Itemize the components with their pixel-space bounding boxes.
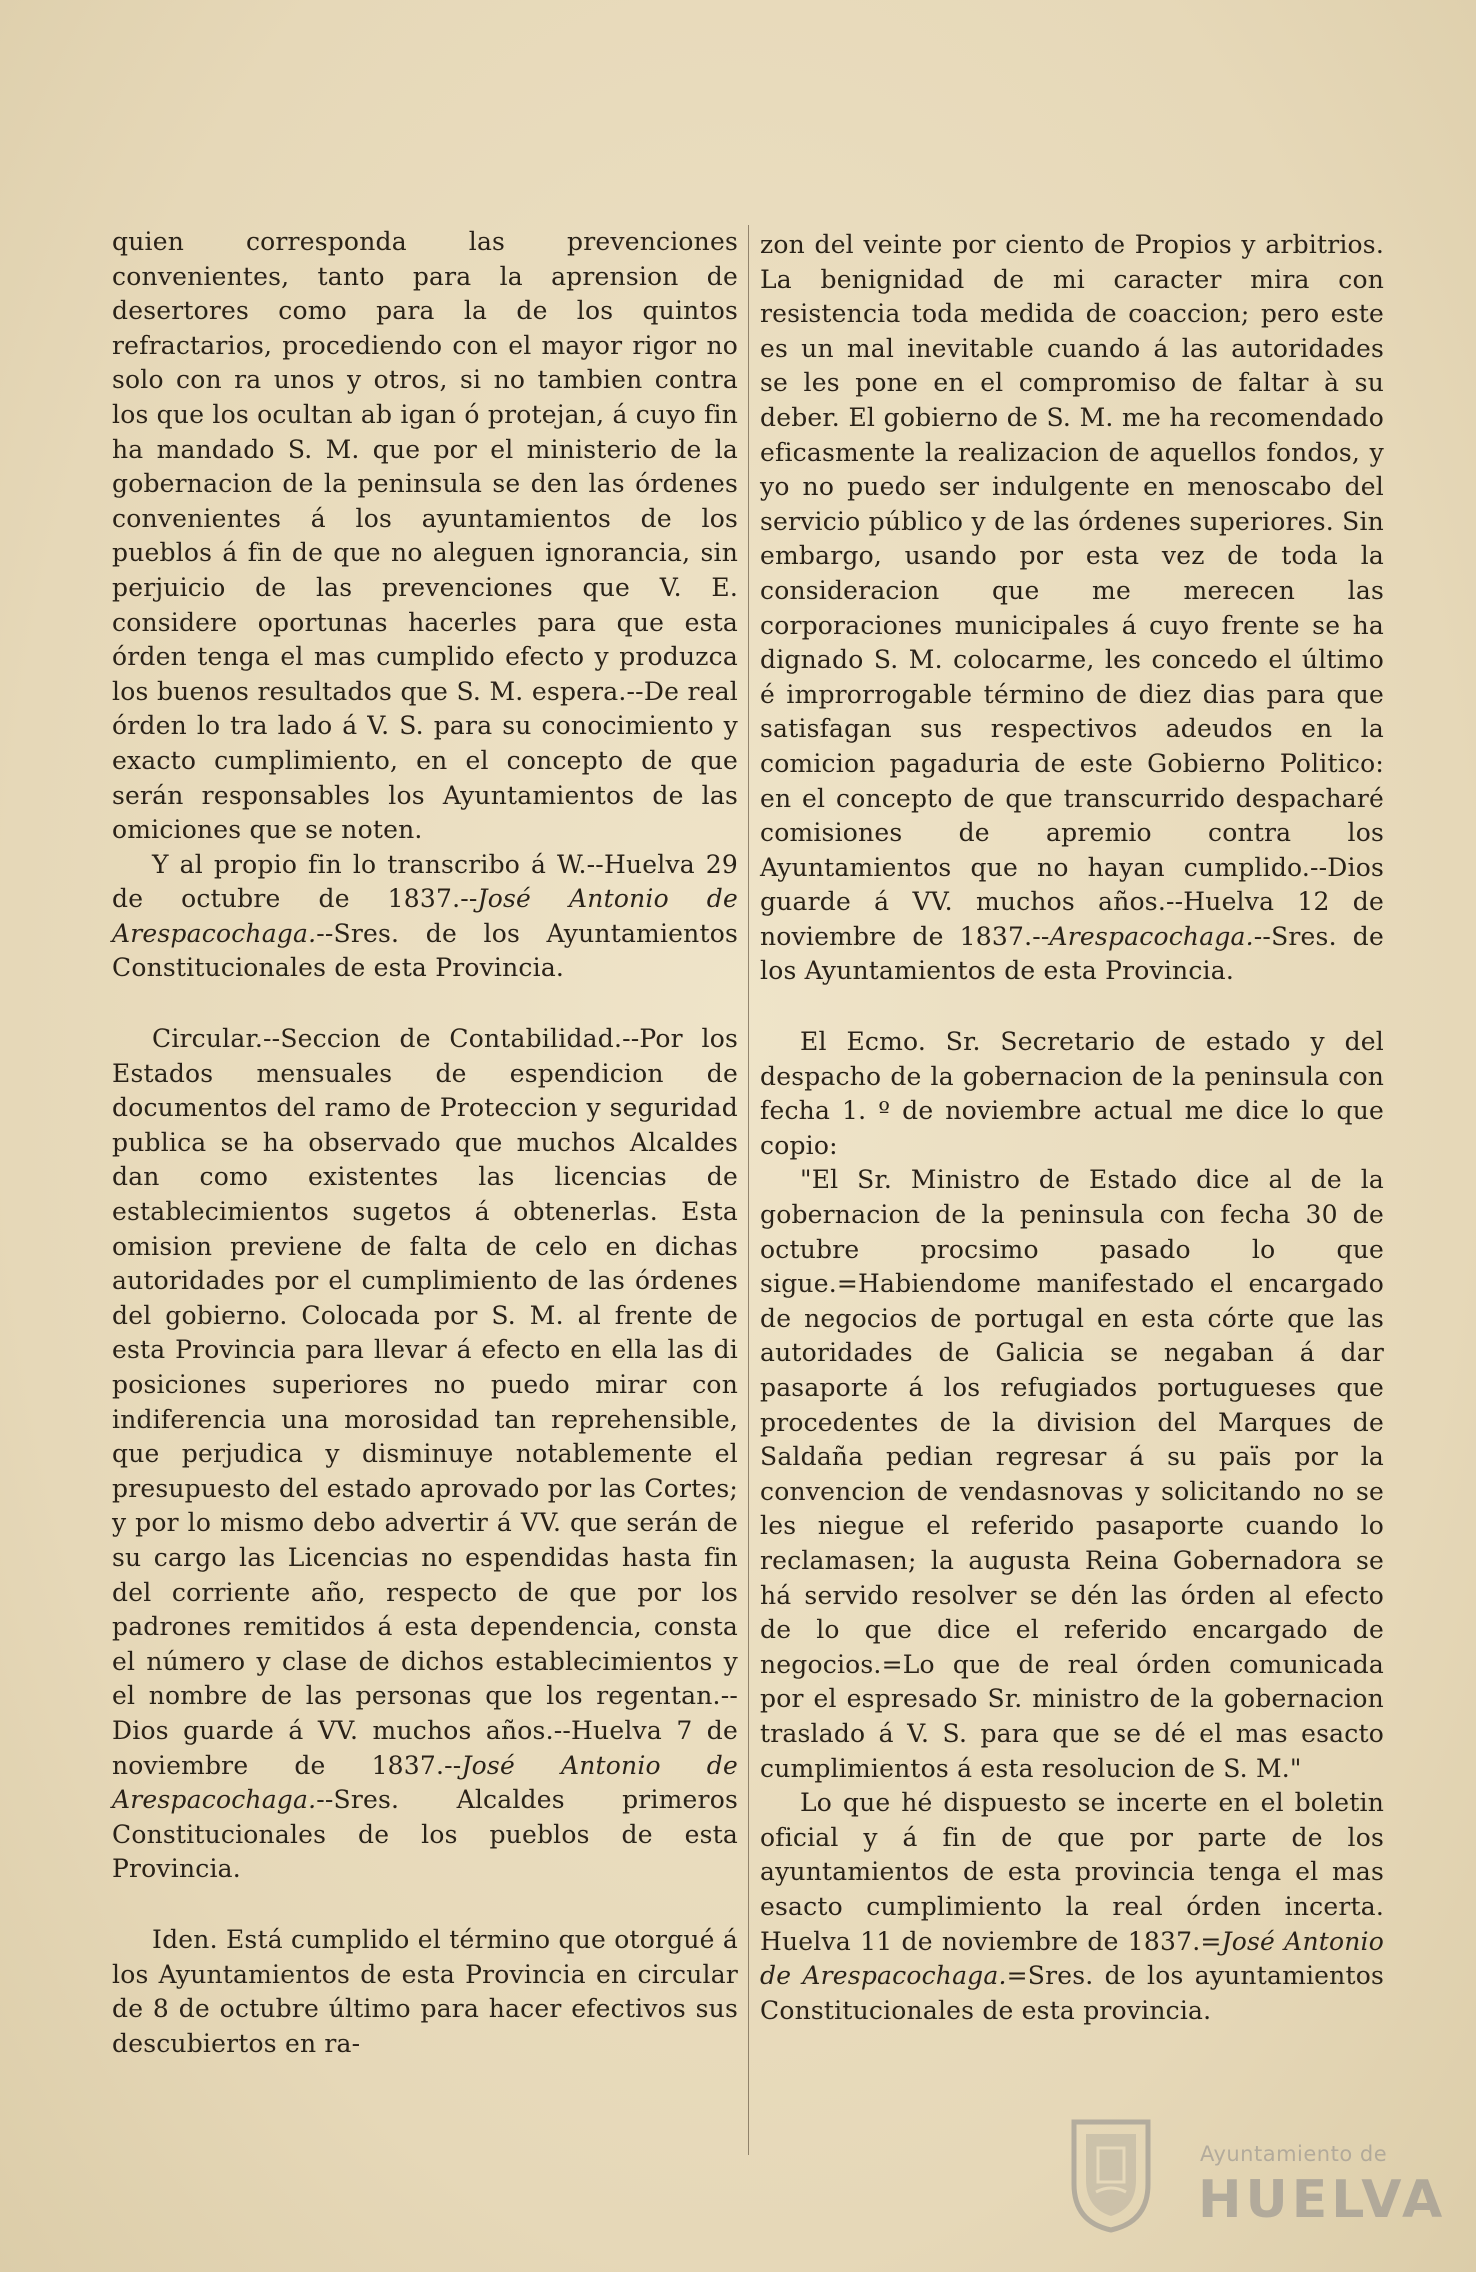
spacer	[760, 989, 1384, 1025]
huelva-shield-icon	[1066, 2114, 1156, 2234]
left-paragraph-2-signature: José Antonio de Arespacochaga.	[112, 884, 738, 948]
right-paragraph-1	[760, 228, 1384, 989]
right-paragraph-4	[760, 1786, 1384, 2028]
right-paragraph-1-text: zon del veinte por ciento de Propios y arbitrios. La benignidad de mi caracter mira con resistencia toda medida de coaccion; pero este es un mal inevitable cuando á las autoridades se les pone en el compromiso de faltar à su deber. El gobierno de S. M. me ha recomendado eficasmente la realizacion de aquellos fondos, y yo no puedo ser indulgente en menoscabo del servicio público y de las órdenes superiores. Sin embargo, usando por esta vez de toda la consideracion que me merecen las corporaciones municipales á cuyo frente se ha dignado S. M. colocarme, les concedo el último é improrrogable término de diez dias para que satisfagan sus respectivos adeudos en la comicion pagaduria de este Gobierno Politico: en el concepto de que transcurrido despacharé comisiones de apremio contra los Ayuntamientos que no hayan cumplido.--Dios guarde á VV. muchos años.--Huelva 12 de noviembre de 1837.--	[760, 230, 1384, 951]
right-column	[760, 228, 1384, 2028]
watermark-top-text: Ayuntamiento de	[1200, 2142, 1388, 2166]
left-paragraph-2-tail: --Sres. de los Ayuntamientos Constitucionales de esta Provincia.	[112, 918, 738, 983]
left-paragraph-3-text: Circular.--Seccion de Contabilidad.--Por los Estados mensuales de espendicion de documentos del ramo de Proteccion y seguridad publica se ha observado que muchos Alcaldes dan como existentes las licencias de establecimientos sugetos á obtenerlas. Esta omision previene de falta de celo en dichas autoridades por el cumplimiento de las órdenes del gobierno. Colocada por S. M. al frente de esta Provincia para llevar á efecto en ella las di posiciones superiores no puedo mirar con indiferencia una morosidad tan reprehensible, que perjudica y disminuye notablemente el presupuesto del estado aprovado por las Cortes; y por lo mismo debo advertir á VV. que serán de su cargo las Licencias no espendidas hasta fin del corriente año, respecto de que por los padrones remitidos á esta dependencia, consta el número y clase de dichos establecimientos y el nombre de las personas que los regentan.--Dios guarde á VV. muchos años.--Huelva 7 de noviembre de 1837.--	[112, 1024, 738, 1780]
spacer	[112, 1887, 738, 1923]
right-paragraph-4-signature: José Antonio de Arespacochaga.	[760, 1926, 1384, 1991]
left-paragraph-3-signature: José Antonio de Arespacochaga.	[112, 1750, 738, 1815]
right-paragraph-1-tail: --Sres. de los Ayuntamientos de esta Provincia.	[760, 921, 1384, 986]
column-divider	[748, 225, 749, 2155]
left-paragraph-4: Iden. Está cumplido el término que otorgué á los Ayuntamientos de esta Provincia en circular de 8 de octubre último para hacer efectivos sus descubiertos en ra-	[112, 1924, 738, 2058]
huelva-watermark	[1066, 2108, 1447, 2258]
left-paragraph-3-tail: --Sres. Alcaldes primeros Constitucionales de los pueblos de esta Provincia.	[112, 1785, 738, 1884]
right-paragraph-2: El Ecmo. Sr. Secretario de estado y del despacho de la gobernacion de la peninsula con fecha 1. º de noviembre actual me dice lo que copio:	[760, 1027, 1384, 1160]
left-paragraph-2	[112, 848, 738, 986]
left-paragraph-3	[112, 1022, 738, 1887]
right-paragraph-1-signature: Arespacochaga.	[1049, 921, 1254, 951]
left-paragraph-2-text: Y al propio fin lo transcribo á W.--Huelva 29 de octubre de 1837.--	[112, 849, 738, 914]
spacer	[112, 986, 738, 1022]
right-paragraph-4-text: Lo que hé dispuesto se incerte en el boletin oficial y á fin de que por parte de los ayuntamientos de esta provincia tenga el mas esacto cumplimiento la real órden incerta. Huelva 11 de noviembre de 1837.=	[760, 1788, 1384, 1956]
right-paragraph-3: "El Sr. Ministro de Estado dice al de la gobernacion de la peninsula con fecha 30 de octubre procsimo pasado lo que sigue.=Habiendome manifestado el encargado de negocios de portugal en esta córte que las autoridades de Galicia se negaban á dar pasaporte á los refugiados portugueses que procedentes de la division del Marques de Saldaña pedian regresar á su païs por la convencion de vendasnovas y solicitando no se les niegue el referido pasaporte cuando lo reclamasen; la augusta Reina Gobernadora se há servido resolver se dén las órden al efecto de lo que dice el referido encargado de negocios.=Lo que de real órden comunicada por el espresado Sr. ministro de la gobernacion traslado á V. S. para que se dé el mas esacto cumplimientos á esta resolucion de S. M."	[760, 1165, 1384, 1783]
left-column	[112, 225, 738, 2061]
watermark-main-text: HUELVA	[1198, 2170, 1447, 2230]
right-paragraph-4-tail: =Sres. de los ayuntamientos Constitucionales de esta provincia.	[760, 1961, 1385, 2025]
left-paragraph-1: quien corresponda las prevenciones convenientes, tanto para la aprension de desertores como para la de los quintos refractarios, procediendo con el mayor rigor no solo con ra unos y otros, si no tambien contra los que los ocultan ab igan ó protejan, á cuyo fin ha mandado S. M. que por el ministerio de la gobernacion de la peninsula se den las órdenes convenientes á los ayuntamientos de los pueblos á fin de que no aleguen ignorancia, sin perjuicio de las prevenciones que V. E. considere oportunas hacerles para que esta órden tenga el mas cumplido efecto y produzca los buenos resultados que S. M. espera.--De real órden lo tra lado á V. S. para su conocimiento y exacto cumplimiento, en el concepto de que serán responsables los Ayuntamientos de las omiciones que se noten.	[112, 227, 738, 845]
